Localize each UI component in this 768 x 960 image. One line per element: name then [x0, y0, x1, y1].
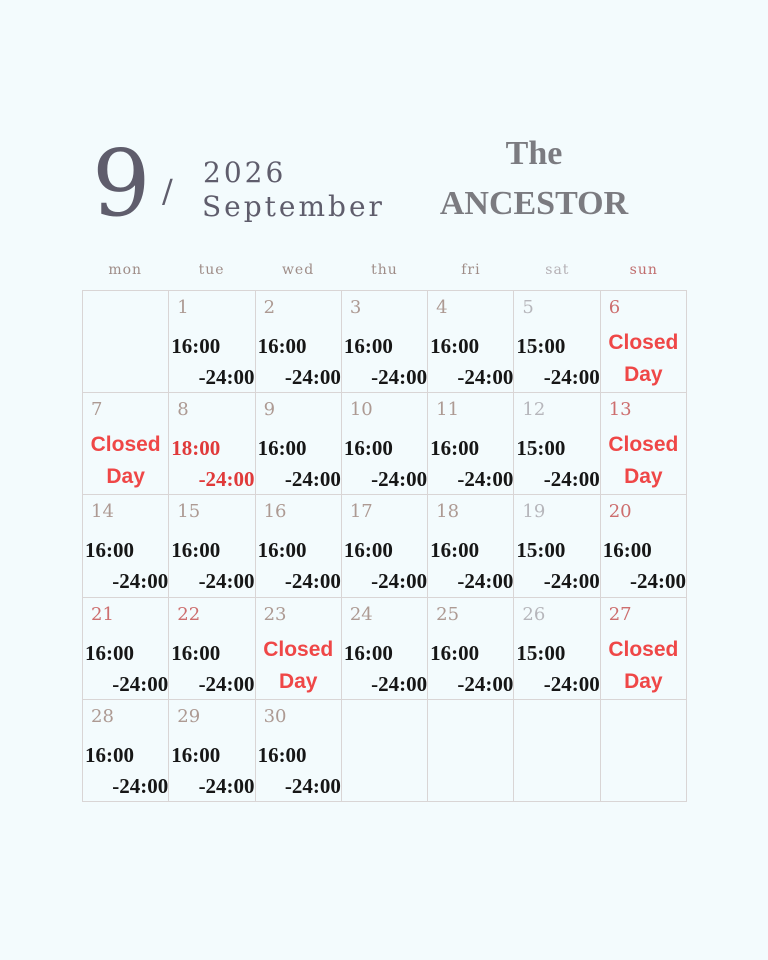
day-number: 30 — [263, 705, 287, 727]
open-time: 16:00 — [602, 538, 652, 563]
calendar-cell-day-21 — [83, 598, 169, 700]
day-number: 13 — [608, 399, 632, 421]
day-number: 26 — [522, 603, 546, 625]
calendar-cell-day-13 — [601, 393, 687, 495]
open-time: 15:00 — [516, 538, 566, 563]
opening-hours — [601, 535, 686, 597]
weekday-tue: tue — [198, 262, 225, 278]
calendar-cell-day-27 — [601, 598, 687, 700]
close-time: -24:00 — [284, 467, 341, 492]
open-time: 16:00 — [171, 538, 221, 563]
opening-hours — [428, 433, 513, 495]
year-label: 2026 — [203, 156, 287, 189]
opening-hours — [342, 433, 427, 495]
closed-day-label — [601, 327, 686, 391]
close-time: -24:00 — [112, 671, 169, 696]
day-number: 8 — [177, 399, 189, 421]
day-number: 27 — [608, 603, 632, 625]
day-number: 4 — [436, 297, 448, 318]
opening-hours — [83, 535, 168, 597]
close-time: -24:00 — [198, 467, 255, 492]
opening-hours — [514, 331, 599, 393]
closed-label-line1: Closed — [90, 433, 161, 457]
closed-day-label — [601, 429, 686, 493]
close-time: -24:00 — [457, 467, 514, 492]
day-number: 19 — [522, 501, 546, 523]
open-time: 16:00 — [343, 538, 393, 563]
closed-label-line2: Day — [624, 669, 663, 693]
calendar-cell-day-4 — [428, 291, 514, 393]
weekday-wed: wed — [281, 262, 315, 278]
calendar-cell-day-25 — [428, 598, 514, 700]
open-time: 16:00 — [343, 436, 393, 461]
calendar-cell-day-12 — [514, 393, 600, 495]
calendar-cell-day-22 — [169, 598, 255, 700]
weekday-thu: thu — [371, 262, 398, 278]
calendar-cell-day-29 — [169, 700, 255, 802]
opening-hours — [342, 535, 427, 597]
close-time: -24:00 — [198, 365, 255, 389]
day-number: 25 — [436, 603, 460, 625]
opening-hours — [169, 433, 254, 495]
open-time: 16:00 — [171, 742, 221, 767]
opening-hours — [342, 638, 427, 700]
day-number: 21 — [91, 603, 114, 625]
open-time: 16:00 — [85, 640, 134, 665]
calendar-cell-day-16 — [256, 495, 342, 597]
calendar-cell-day-19 — [514, 495, 600, 597]
calendar-cell-day-23 — [256, 598, 342, 700]
open-time: 16:00 — [430, 334, 480, 358]
open-time: 16:00 — [430, 640, 480, 665]
weekday-sun: sun — [629, 262, 658, 278]
day-number: 3 — [349, 297, 362, 318]
calendar-cell-day-15 — [169, 495, 255, 597]
open-time: 16:00 — [257, 334, 307, 358]
day-number: 9 — [263, 399, 276, 421]
opening-hours — [256, 331, 341, 393]
day-number: 17 — [349, 501, 373, 523]
close-time: -24:00 — [457, 569, 514, 594]
calendar-cell-day-30 — [256, 700, 342, 802]
closed-label-line2: Day — [624, 363, 663, 386]
day-number: 29 — [177, 705, 201, 727]
day-number: 12 — [522, 399, 546, 421]
calendar-cell-day-1 — [169, 291, 255, 393]
close-time: -24:00 — [457, 671, 514, 696]
open-time: 16:00 — [343, 640, 393, 665]
open-time: 15:00 — [516, 334, 566, 358]
close-time: -24:00 — [371, 671, 428, 696]
day-number: 11 — [436, 399, 460, 421]
close-time: -24:00 — [198, 569, 255, 594]
open-time: 18:00 — [171, 436, 221, 461]
day-number: 6 — [608, 297, 621, 318]
month-name-label: September — [202, 190, 385, 223]
calendar-cell-day-5 — [514, 291, 600, 393]
close-time: -24:00 — [543, 467, 600, 492]
calendar-cell-day-11 — [428, 393, 514, 495]
calendar-cell-day-9 — [256, 393, 342, 495]
closed-label-line2: Day — [624, 465, 663, 489]
open-time: 16:00 — [257, 436, 307, 461]
day-number: 28 — [91, 705, 114, 727]
closed-label-line1: Closed — [263, 637, 334, 661]
calendar-cell-empty — [428, 700, 514, 802]
weekday-sat: sat — [545, 262, 570, 278]
opening-hours — [169, 740, 254, 802]
opening-hours — [256, 433, 341, 495]
open-time: 16:00 — [85, 538, 134, 563]
calendar-cell-day-8 — [169, 393, 255, 495]
calendar-cell-day-10 — [342, 393, 428, 495]
day-number: 1 — [177, 297, 189, 318]
date-separator: / — [162, 172, 173, 210]
day-number: 15 — [177, 501, 201, 523]
opening-hours — [428, 331, 513, 393]
calendar-cell-day-20 — [601, 495, 687, 597]
day-number: 14 — [91, 501, 114, 523]
close-time: -24:00 — [543, 365, 600, 389]
close-time: -24:00 — [371, 467, 428, 492]
close-time: -24:00 — [543, 569, 600, 594]
opening-hours — [342, 331, 427, 393]
open-time: 16:00 — [430, 538, 480, 563]
calendar-cell-day-17 — [342, 495, 428, 597]
day-number: 10 — [349, 399, 373, 421]
weekday-mon: mon — [108, 262, 143, 278]
close-time: -24:00 — [457, 365, 514, 389]
calendar-cell-day-6 — [601, 291, 687, 393]
calendar-cell-day-7 — [83, 393, 169, 495]
opening-hours — [169, 638, 254, 700]
close-time: -24:00 — [112, 773, 169, 798]
open-time: 16:00 — [171, 334, 221, 358]
weekday-header-row — [82, 262, 687, 278]
calendar-cell-empty — [601, 700, 687, 802]
closed-label-line1: Closed — [608, 637, 679, 661]
opening-hours — [514, 638, 599, 700]
close-time: -24:00 — [371, 569, 428, 594]
calendar-cell-empty — [514, 700, 600, 802]
closed-day-label — [601, 634, 686, 698]
opening-hours — [83, 740, 168, 802]
calendar-cell-day-24 — [342, 598, 428, 700]
day-number: 23 — [263, 603, 287, 625]
opening-hours — [514, 433, 599, 495]
close-time: -24:00 — [198, 773, 255, 798]
open-time: 16:00 — [257, 742, 307, 767]
calendar-cell-day-28 — [83, 700, 169, 802]
open-time: 16:00 — [343, 334, 393, 358]
open-time: 16:00 — [85, 742, 134, 767]
calendar-cell-day-3 — [342, 291, 428, 393]
closed-label-line2: Day — [278, 669, 318, 693]
opening-hours — [428, 535, 513, 597]
day-number: 2 — [263, 297, 276, 318]
opening-hours — [256, 740, 341, 802]
close-time: -24:00 — [198, 671, 255, 696]
calendar-cell-empty — [83, 291, 169, 393]
brand-title — [420, 134, 648, 226]
closed-label-line1: Closed — [608, 433, 679, 457]
close-time: -24:00 — [284, 365, 341, 389]
day-number: 20 — [608, 501, 632, 523]
calendar-cell-day-2 — [256, 291, 342, 393]
close-time: -24:00 — [284, 569, 341, 594]
opening-hours — [428, 638, 513, 700]
opening-hours — [169, 535, 254, 597]
calendar-cell-day-18 — [428, 495, 514, 597]
day-number: 5 — [522, 297, 534, 318]
close-time: -24:00 — [543, 671, 600, 696]
day-number: 18 — [436, 501, 460, 523]
day-number: 16 — [263, 501, 287, 523]
opening-hours — [256, 535, 341, 597]
brand-line-the: The — [505, 135, 563, 172]
open-time: 16:00 — [257, 538, 307, 563]
day-number: 7 — [91, 399, 103, 421]
close-time: -24:00 — [284, 773, 341, 798]
calendar-cell-day-26 — [514, 598, 600, 700]
calendar-cell-empty — [342, 700, 428, 802]
day-number: 22 — [177, 603, 201, 625]
closed-label-line1: Closed — [608, 331, 679, 354]
weekday-fri: fri — [461, 262, 481, 278]
opening-hours — [169, 331, 254, 393]
calendar-grid — [82, 290, 687, 802]
close-time: -24:00 — [371, 365, 428, 389]
closed-day-label — [256, 634, 341, 698]
close-time: -24:00 — [112, 569, 169, 594]
brand-line-name: ANCESTOR — [439, 185, 629, 222]
open-time: 15:00 — [516, 640, 566, 665]
open-time: 16:00 — [171, 640, 221, 665]
closed-label-line2: Day — [106, 465, 145, 489]
opening-hours — [83, 638, 168, 700]
close-time: -24:00 — [629, 569, 686, 594]
closed-day-label — [83, 429, 168, 493]
day-number: 24 — [349, 603, 373, 625]
open-time: 16:00 — [430, 436, 480, 461]
opening-hours — [514, 535, 599, 597]
open-time: 15:00 — [516, 436, 566, 461]
calendar-cell-day-14 — [83, 495, 169, 597]
month-number: 9 — [92, 130, 151, 237]
